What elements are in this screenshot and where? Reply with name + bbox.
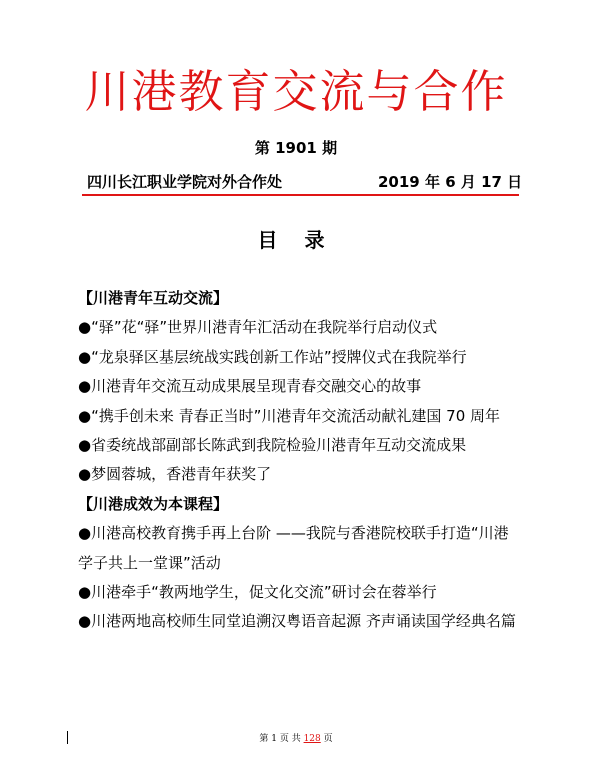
toc-item[interactable]: ●川港高校教育携手再上台阶 ——我院与香港院校联手打造“川港学子共上一堂课”活动	[78, 524, 509, 572]
issue-date: 2019 年 6 月 17 日	[378, 173, 523, 191]
toc-item[interactable]: ●“携手创未来 青春正当时”川港青年交流活动献礼建国 70 周年	[78, 406, 501, 425]
footer-mid: 页 共	[279, 734, 301, 744]
footer-suffix: 页	[323, 734, 333, 744]
page-footer	[0, 731, 592, 744]
current-page: 1	[271, 734, 277, 744]
section-heading: 【川港青年互动交流】	[78, 289, 229, 307]
toc-item[interactable]: ●川港青年交流互动成果展呈现青春交融交心的故事	[78, 377, 422, 396]
table-of-contents	[78, 284, 523, 637]
toc-item[interactable]: ●“龙泉驿区基层统战实践创新工作站”授牌仪式在我院举行	[78, 347, 467, 366]
header-divider	[82, 194, 519, 196]
toc-item[interactable]: ●“驿”花“驿”世界川港青年汇活动在我院举行启动仪式	[78, 318, 438, 337]
toc-item[interactable]: ●省委统战部副部长陈武到我院检验川港青年互动交流成果	[78, 436, 467, 455]
organization-name: 四川长江职业学院对外合作处	[87, 173, 283, 191]
newsletter-title: 川港教育交流与合作	[84, 65, 508, 118]
footer-prefix: 第	[259, 734, 269, 744]
total-pages: 128	[303, 734, 321, 744]
toc-item[interactable]: ●川港牵手“教两地学生，促文化交流”研讨会在蓉举行	[78, 583, 437, 602]
issue-number: 第 1901 期	[254, 139, 338, 157]
toc-heading: 目 录	[257, 228, 335, 252]
section-heading: 【川港成效为本课程】	[78, 494, 229, 513]
toc-item[interactable]: ●川港两地高校师生同堂追溯汉粤语音起源 齐声诵读国学经典名篇	[78, 612, 516, 631]
toc-item[interactable]: ●梦圆蓉城，香港青年获奖了	[78, 465, 272, 484]
